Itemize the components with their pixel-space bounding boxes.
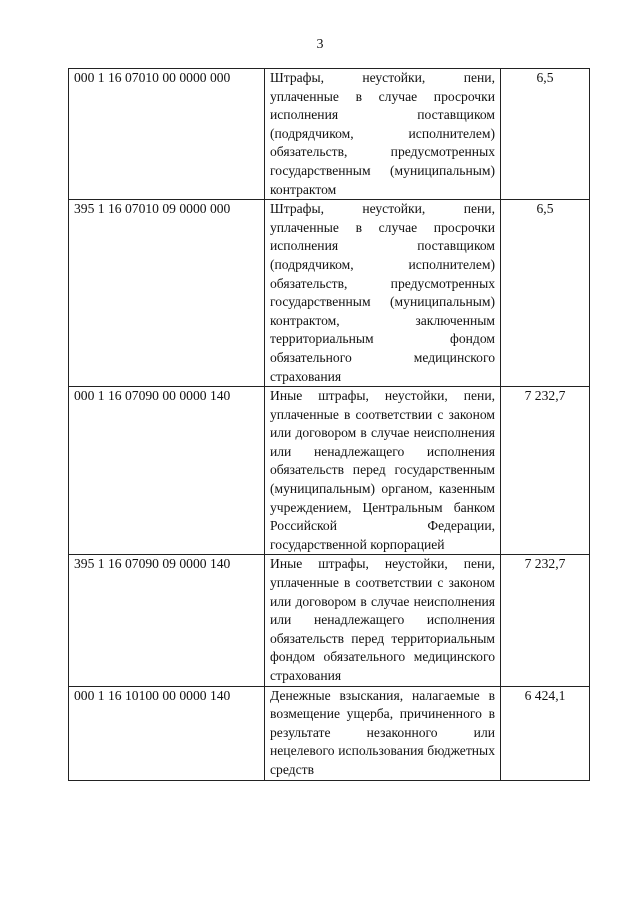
description-cell: Иные штрафы, неустойки, пени, уплаченные в соответствии с законом или договором в случае неисполнения или ненадлежащего исполнения обязательств перед территориальным фондом обязательного медицинского страхования bbox=[265, 555, 501, 686]
amount-cell: 6 424,1 bbox=[501, 686, 590, 780]
description-cell: Штрафы, неустойки, пени, уплаченные в случае просрочки исполнения поставщиком (подрядчиком, исполнителем) обязательств, предусмотренных государственным (муниципальным) контрактом bbox=[265, 69, 501, 200]
budget-code-cell: 000 1 16 10100 00 0000 140 bbox=[69, 686, 265, 780]
table-row bbox=[69, 387, 590, 555]
amount-cell: 6,5 bbox=[501, 69, 590, 200]
budget-code-cell: 000 1 16 07010 00 0000 000 bbox=[69, 69, 265, 200]
budget-revenue-table bbox=[68, 68, 590, 781]
description-cell: Иные штрафы, неустойки, пени, уплаченные в соответствии с законом или договором в случае неисполнения или ненадлежащего исполнения обязательств перед государственным (муниципальным) органом, казенным учреждением, Центральным банком Российской Федерации, государственной корпорацией bbox=[265, 387, 501, 555]
table-row bbox=[69, 69, 590, 200]
page-number: 3 bbox=[316, 37, 324, 52]
description-cell: Штрафы, неустойки, пени, уплаченные в случае просрочки исполнения поставщиком (подрядчиком, исполнителем) обязательств, предусмотренных государственным (муниципальным) контрактом, заключенным территориальным фондом обязательного медицинского страхования bbox=[265, 200, 501, 387]
budget-code-cell: 395 1 16 07010 09 0000 000 bbox=[69, 200, 265, 387]
table-row bbox=[69, 686, 590, 780]
amount-cell: 7 232,7 bbox=[501, 555, 590, 686]
amount-cell: 7 232,7 bbox=[501, 387, 590, 555]
budget-code-cell: 395 1 16 07090 09 0000 140 bbox=[69, 555, 265, 686]
table-row bbox=[69, 555, 590, 686]
table-row bbox=[69, 200, 590, 387]
amount-cell: 6,5 bbox=[501, 200, 590, 387]
budget-code-cell: 000 1 16 07090 00 0000 140 bbox=[69, 387, 265, 555]
description-cell: Денежные взыскания, налагаемые в возмещение ущерба, причиненного в результате незаконного или нецелевого использования бюджетных средств bbox=[265, 686, 501, 780]
